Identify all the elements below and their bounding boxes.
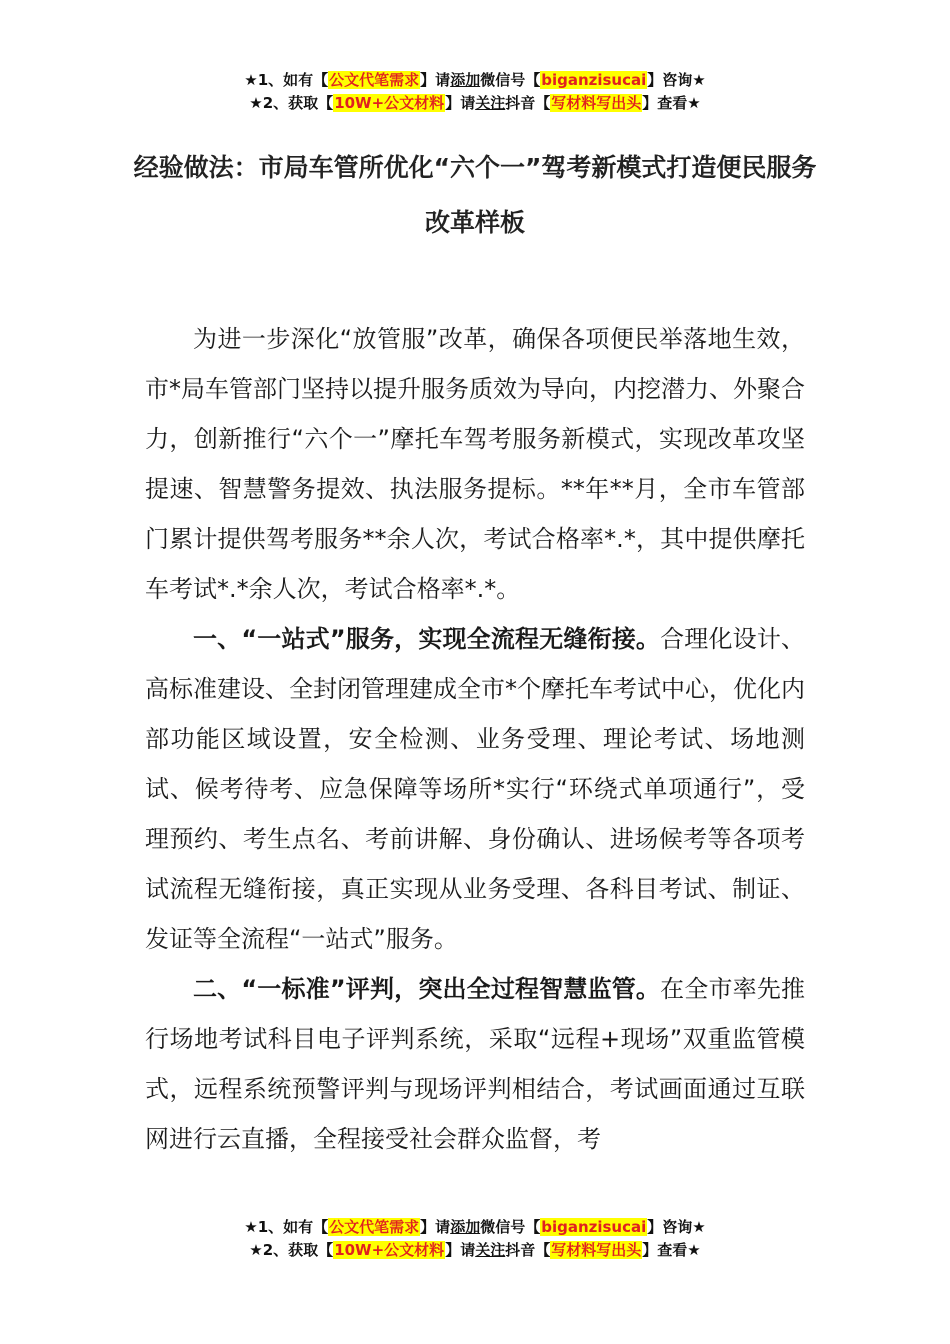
banner-text: 抖音【 [505,1241,551,1259]
banner-underline: 添加 [450,1218,481,1236]
footer-banner [0,1216,950,1262]
banner-highlight: 公文代笔需求 [329,71,420,89]
banner-underline: 关注 [475,1241,506,1259]
banner-underline: 关注 [475,94,506,112]
banner-text: 】请 [445,1241,476,1259]
paragraph-text: 为进一步深化“放管服”改革，确保各项便民举落地生效，市*局车管部门坚持以提升服务质效为导向，内挖潜力、外聚合力，创新推行“六个一”摩托车驾考服务新模式，实现改革攻坚提速、智慧警务提效、执法服务提标。**年**月，全市车管部门累计提供驾考服务**余人次，考试合格率*.*，其中提供摩托车考试*.*余人次，考试合格率*.*。 [145,325,805,603]
banner-text: 抖音【 [505,94,551,112]
header-banner-line-1 [0,69,950,92]
banner-text: ★2、获取【 [249,94,334,112]
banner-text: 】咨询★ [647,1218,706,1236]
banner-highlight: 写材料写出头 [551,1241,642,1259]
banner-highlight: 10W+公文材料 [334,1241,445,1259]
paragraph-heading: 二、“一标准”评判，突出全过程智慧监管。 [193,975,661,1003]
banner-text: 】查看★ [642,1241,701,1259]
banner-text: ★2、获取【 [249,1241,334,1259]
banner-text: 】请 [420,71,451,89]
paragraph-text: 合理化设计、高标准建设、全封闭管理建成全市*个摩托车考试中心，优化内部功能区域设置，安全检测、业务受理、理论考试、场地测试、候考待考、应急保障等场所*实行“环绕式单项通行”，受理预约、考生点名、考前讲解、身份确认、进场候考等各项考试流程无缝衔接，真正实现从业务受理、各科目考试、制证、发证等全流程“一站式”服务。 [145,625,805,953]
banner-highlight: biganzisucai [541,71,647,89]
header-banner-line-2 [0,92,950,115]
banner-text: 微信号【 [480,1218,541,1236]
banner-highlight: 公文代笔需求 [329,1218,420,1236]
banner-highlight: 写材料写出头 [551,94,642,112]
banner-text: 】咨询★ [647,71,706,89]
banner-text: 】查看★ [642,94,701,112]
banner-text: ★1、如有【 [244,1218,329,1236]
footer-banner-line-2 [0,1239,950,1262]
paragraph [145,964,805,1164]
banner-underline: 添加 [450,71,481,89]
banner-highlight: biganzisucai [541,1218,647,1236]
banner-text: 】请 [420,1218,451,1236]
banner-text: ★1、如有【 [244,71,329,89]
document-title: 经验做法：市局车管所优化“六个一”驾考新模式打造便民服务改革样板 [133,153,817,237]
header-banner [0,69,950,115]
banner-text: 】请 [445,94,476,112]
footer-banner-line-1 [0,1216,950,1239]
paragraph-heading: 一、“一站式”服务，实现全流程无缝衔接。 [193,625,661,653]
document-body [145,314,805,1164]
banner-text: 微信号【 [480,71,541,89]
paragraph [145,614,805,964]
banner-highlight: 10W+公文材料 [334,94,445,112]
paragraph-text: 在全市率先推行场地考试科目电子评判系统，采取“远程+现场”双重监管模式，远程系统预警评判与现场评判相结合，考试画面通过互联网进行云直播，全程接受社会群众监督，考 [145,975,805,1153]
paragraph [145,314,805,614]
